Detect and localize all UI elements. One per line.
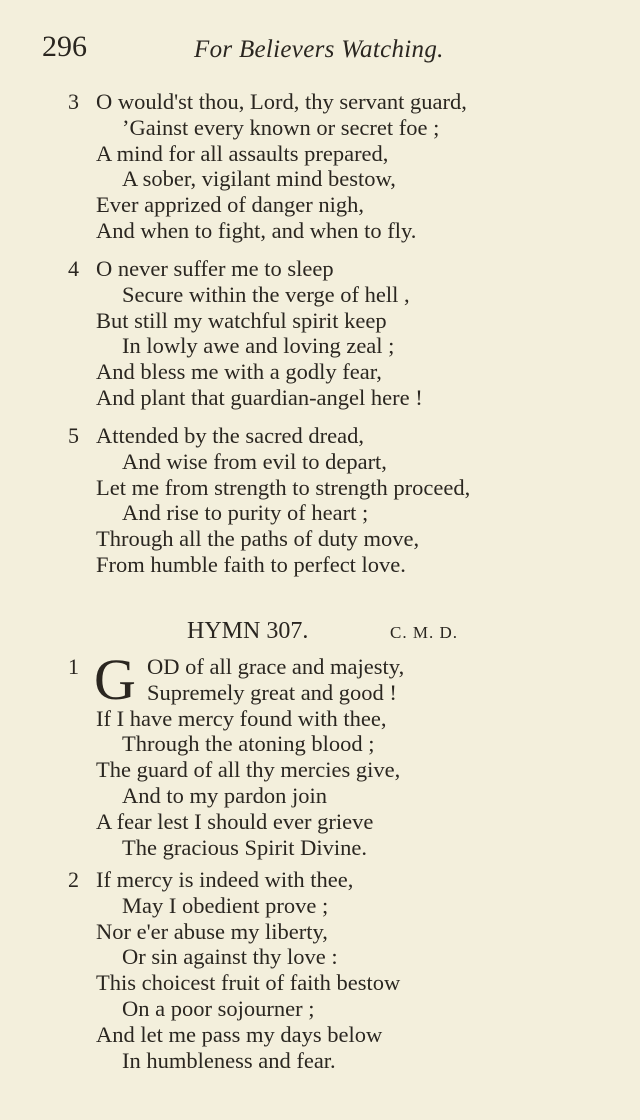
- stanza-number: 2: [68, 867, 79, 892]
- stanza-number: 4: [68, 256, 79, 281]
- stanza-number: 1: [68, 654, 79, 679]
- verse-line: Or sin against thy love :: [122, 944, 338, 970]
- stanza-number: 3: [68, 89, 79, 114]
- verse-line: From humble faith to perfect love.: [96, 552, 406, 577]
- running-head: For Believers Watching.: [194, 36, 444, 63]
- page-number: 296: [42, 30, 87, 63]
- verse-line: OD of all grace and majesty,: [147, 654, 405, 679]
- verse-line: And bless me with a godly fear,: [96, 359, 382, 385]
- verse-line: The guard of all thy mercies give,: [96, 757, 401, 783]
- verse-line: In lowly awe and loving zeal ;: [122, 333, 395, 359]
- verse-line: This choicest fruit of faith bestow: [96, 970, 401, 996]
- verse-line: If I have mercy found with thee,: [96, 705, 387, 731]
- verse-line: And plant that guardian-angel here !: [96, 385, 423, 410]
- drop-cap: G: [94, 647, 136, 712]
- verse-line: If mercy is indeed with thee,: [96, 867, 354, 892]
- verse-line: In humbleness and fear.: [122, 1047, 336, 1073]
- verse-line: A mind for all assaults prepared,: [96, 140, 389, 166]
- verse-line: Secure within the verge of hell ,: [122, 281, 410, 307]
- verse-line: And to my pardon join: [122, 783, 327, 808]
- verse-line: Attended by the sacred dread,: [96, 423, 365, 448]
- verse-line: And when to fight, and when to fly.: [96, 218, 417, 243]
- verse-line: Nor e'er abuse my liberty,: [96, 918, 328, 944]
- verse-line: Let me from strength to strength proceed,: [96, 474, 471, 500]
- verse-line: And rise to purity of heart ;: [122, 500, 369, 526]
- stanza-number: 5: [68, 423, 79, 448]
- verse-line: The gracious Spirit Divine.: [122, 834, 367, 860]
- verse-line: And wise from evil to depart,: [122, 448, 387, 474]
- verse-line: A fear lest I should ever grieve: [96, 808, 374, 834]
- verse-line: On a poor sojourner ;: [122, 996, 315, 1021]
- verse-line: O would'st thou, Lord, thy servant guard,: [96, 89, 467, 114]
- verse-line: Through all the paths of duty move,: [96, 526, 420, 552]
- verse-line: A sober, vigilant mind bestow,: [122, 166, 396, 192]
- verse-line: But still my watchful spirit keep: [96, 307, 387, 333]
- verse-line: Supremely great and good !: [147, 679, 397, 705]
- verse-line: And let me pass my days below: [96, 1021, 383, 1047]
- verse-line: ’Gainst every known or secret foe ;: [122, 114, 440, 140]
- verse-line: Ever apprized of danger nigh,: [96, 192, 365, 218]
- hymn-title: HYMN 307.: [187, 618, 309, 644]
- verse-line: O never suffer me to sleep: [96, 256, 334, 281]
- verse-line: Through the atoning blood ;: [122, 731, 375, 757]
- hymn-meter: C. M. D.: [390, 623, 458, 642]
- verse-line: May I obedient prove ;: [122, 892, 329, 918]
